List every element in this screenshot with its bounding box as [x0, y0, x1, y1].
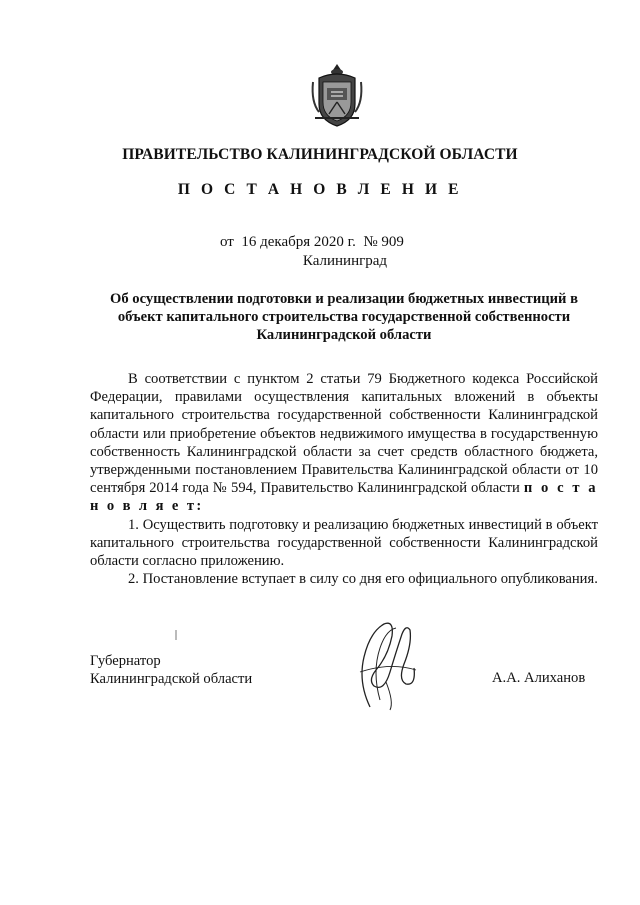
- city: Калининград: [302, 253, 388, 269]
- date-line: [220, 234, 404, 251]
- handwritten-signature: [350, 612, 425, 712]
- coat-of-arms-emblem: [309, 62, 365, 130]
- document-number: 909: [381, 234, 404, 250]
- document-subject: Об осуществлении подготовки и реализации бюджетных инвестиций в объект капитального строительства государственной собственности Калининградской области: [110, 291, 578, 343]
- resolves-word: п о с т а н о в л я е т:: [90, 480, 598, 515]
- item-1: 1. Осуществить подготовку и реализацию бюджетных инвестиций в объект капитального строительства государственной собственности Калининградской области согласно приложению.: [90, 516, 598, 570]
- signatory-title-line2: Калининградской области: [90, 671, 253, 687]
- preamble-paragraph: [90, 370, 598, 516]
- item-2: 2. Постановление вступает в силу со дня его официального опубликования.: [128, 571, 598, 588]
- number-prefix: №: [363, 234, 378, 250]
- signatory-name: А.А. Алиханов: [492, 670, 586, 686]
- scan-mark: [175, 630, 177, 640]
- preamble-text: В соответствии с пунктом 2 статьи 79 Бюджетного кодекса Российской Федерации, правилами осуществления капитальных вложений в объекты капитального строительства государственной собственности Калининградской области или приобретение объектов недвижимого имущества в государственную собственность Калининградской области за счет средств областного бюджета, утвержденными постановлением Правительства Калининградской области от 10 сентября 2014 года № 594, Правительство Калининградской области: [90, 371, 598, 497]
- date-prefix: от: [220, 234, 234, 250]
- document-date: 16 декабря 2020 г.: [241, 234, 356, 250]
- signatory-title: [90, 652, 252, 688]
- document-body: [90, 370, 598, 588]
- document-type: П О С Т А Н О В Л Е Н И Е: [177, 181, 463, 198]
- government-name: ПРАВИТЕЛЬСТВО КАЛИНИНГРАДСКОЙ ОБЛАСТИ: [122, 146, 518, 163]
- signatory-title-line1: Губернатор: [90, 653, 161, 669]
